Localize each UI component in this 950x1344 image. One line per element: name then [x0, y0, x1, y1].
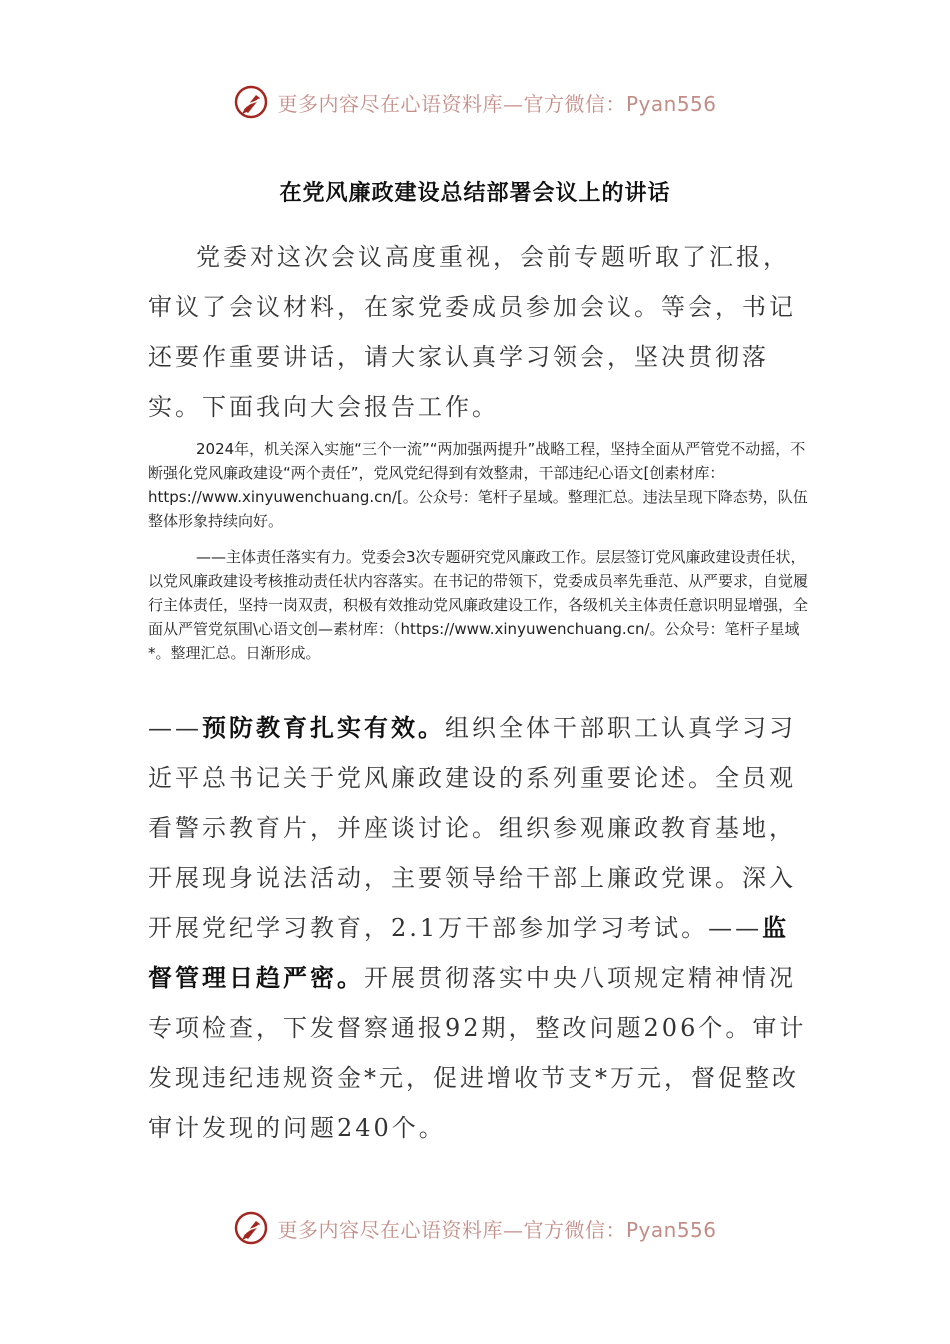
paragraph-education-supervision — [148, 703, 808, 1153]
paragraph-summary: 2024年，机关深入实施“三个一流”“两加强两提升”战略工程，坚持全面从严管党不动摇，不断强化党风廉政建设“两个责任”，党风党纪得到有效整肃，干部违纪心语文[创素材库：https://www.xinyuwenchuang.cn/[。公众号：笔杆子星域。整理汇总。违法呈现下降态势，队伍整体形象持续向好。 — [148, 440, 808, 530]
banner-text: 更多内容尽在心语资料库—官方微信：Pyan556 — [277, 1217, 717, 1242]
text-supervision: 开展贯彻落实中央八项规定精神情况专项检查，下发督察通报92期，整改问题206个。审计发现违纪违规资金*元，促进增收节支*万元，督促整改审计发现的问题240个。 — [148, 964, 807, 1142]
banner-text: 更多内容尽在心语资料库—官方微信：Pyan556 — [277, 91, 717, 116]
wechat-id: Pyan556 — [625, 1217, 717, 1242]
pen-logo-icon — [233, 84, 269, 120]
dash-1: —— — [148, 714, 202, 742]
footer-banner — [0, 1206, 950, 1250]
page-title: 在党风廉政建设总结部署会议上的讲话 — [279, 180, 671, 206]
text-prevention-education: 组织全体干部职工认真学习习近平总书记关于党风廉政建设的系列重要论述。全员观看警示教育片，并座谈讨论。组织参观廉政教育基地，开展现身说法活动，主要领导给干部上廉政党课。深入开展党纪学习教育，2.1万干部参加学习考试。 — [148, 714, 796, 942]
wechat-id: Pyan556 — [625, 91, 717, 116]
paragraph-intro: 党委对这次会议高度重视，会前专题听取了汇报，审议了会议材料，在家党委成员参加会议。等会，书记还要作重要讲话，请大家认真学习领会，坚决贯彻落实。下面我向大会报告工作。 — [148, 243, 796, 421]
dash-2: —— — [708, 914, 763, 942]
pen-logo-icon — [233, 1210, 269, 1246]
heading-supervision: 监督管理日趋严密。 — [148, 913, 790, 992]
heading-prevention-education: 预防教育扎实有效。 — [202, 713, 445, 742]
paragraph-responsibility: ——主体责任落实有力。党委会3次专题研究党风廉政工作。层层签订党风廉政建设责任状，以党风廉政建设考核推动责任状内容落实。在书记的带领下，党委成员率先垂范、从严要求，自觉履行主体责任，坚持一岗双责，积极有效推动党风廉政建设工作，各级机关主体责任意识明显增强，全面从严管党氛围\心语文创—素材库：（https://www.xinyuwenchuang.cn/。公众号：笔杆子星域*。整理汇总。日渐形成。 — [148, 548, 809, 662]
header-banner — [0, 80, 950, 124]
